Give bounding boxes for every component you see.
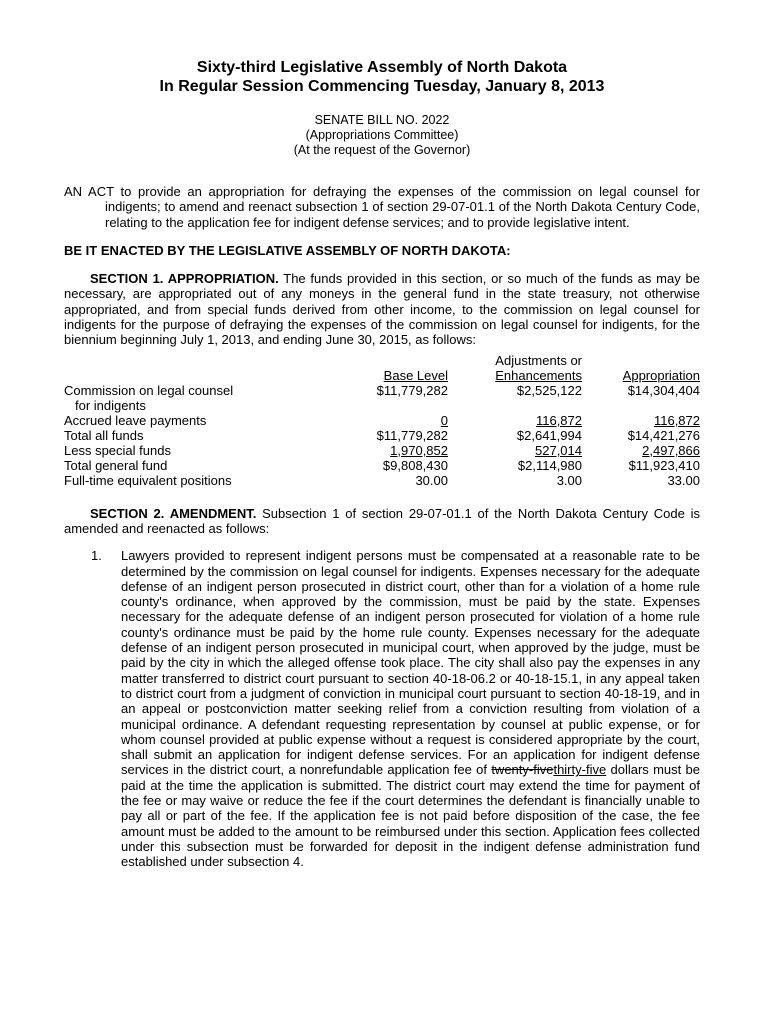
subsection-text-before: Lawyers provided to represent indigent persons must be compensated at a reasonable rate to be determined by the commission on legal counsel for indigents. Expenses necessary for the adequate defense of an indigent person prosecuted in district court, other than for a violation of a home rule county's ordinance, when approved by the commission, must be paid by the state. Expenses necessary for the adequate defense of an indigent person prosecuted for violation of a home rule county's ordinance must be paid by the home rule county. Expenses necessary for the adequate defense of an indigent person prosecuted in municipal court, when approved by the judge, must be paid by the city in which the alleged offense took place. The city shall also pay the expenses in any matter transferred to district court pursuant to section 40-18-06.2 or 40-18-15.1, in any appeal taken to district court from a judgment of conviction in municipal court pursuant to section 40-18-19, and in an appeal or postconviction matter seeking relief from a conviction resulting from violation of a municipal ordinance. A defendant requesting representation by counsel at public expense, or for whom counsel provided at public expense without a request is considered appropriate by the court, shall submit an application for indigent defense services. For an application for indigent defense services in the district court, a nonrefundable application fee of — [121, 548, 700, 778]
bill-committee: (Appropriations Committee) — [305, 128, 459, 142]
row-label: Accrued leave payments — [64, 412, 207, 428]
act-title: AN ACT to provide an appropriation for defraying the expenses of the commission on legal counsel for indigents; to amend and reenact subsection 1 of section 29-07-01.1 of the North Dakota Century Code, relating to the application fee for indigent defense services; and to provide legislative intent. — [64, 184, 700, 230]
cell-appropriation: $14,421,276 — [627, 427, 700, 443]
table-row — [64, 443, 700, 458]
cell-base: $9,808,430 — [382, 457, 448, 473]
table-row — [64, 398, 700, 413]
col-header-base-level: Base Level — [383, 367, 448, 383]
cell-base: $11,779,282 — [376, 427, 448, 443]
col-header-appropriation: Appropriation — [622, 367, 700, 383]
cell-adjustment: 116,872 — [535, 412, 582, 428]
cell-base: 1,970,852 — [390, 442, 448, 458]
cell-adjustment: $2,114,980 — [517, 457, 582, 473]
subsection-1 — [64, 548, 700, 869]
cell-adjustment: 527,014 — [535, 442, 582, 458]
bill-request: (At the request of the Governor) — [293, 143, 471, 157]
row-label: Total general fund — [64, 457, 168, 473]
cell-appropriation: $11,923,410 — [628, 457, 700, 473]
cell-adjustment: $2,641,994 — [516, 427, 582, 443]
cell-appropriation: 2,497,866 — [642, 442, 700, 458]
row-label: Full-time equivalent positions — [64, 472, 232, 488]
subsection-number: 1. — [91, 548, 102, 564]
table-row — [64, 458, 700, 473]
subsection-text-after: dollars must be paid at the time the application is submitted. The district court may extend the time for payment of the fee or may waive or reduce the fee if the court determines the defendant is financially unable to pay all or part of the fee. If the application fee is not paid before disposition of the case, the fee amount must be added to the amount to be reimbursed under this section. Application fees collected under this subsection must be forwarded for deposit in the indigent defense administration fund established under subsection 4. — [121, 762, 700, 870]
table-row — [64, 428, 700, 443]
cell-appropriation: $14,304,404 — [627, 382, 700, 398]
section-2 — [64, 506, 700, 537]
cell-base: 0 — [440, 412, 448, 428]
section-1-text: The funds provided in this section, or so much of the funds as may be necessary, are appropriated out of any moneys in the general fund in the state treasury, not otherwise appropriated, and from special funds derived from other income, to the commission on legal counsel for indigents for the purpose of defraying the expenses of the commission on legal counsel for indigents, for the biennium beginning July 1, 2013, and ending June 30, 2015, as follows: — [64, 271, 700, 348]
section-1 — [64, 271, 700, 347]
cell-base: 30.00 — [415, 472, 448, 488]
enacting-clause: BE IT ENACTED BY THE LEGISLATIVE ASSEMBLY OF NORTH DAKOTA: — [64, 242, 511, 258]
table-row — [64, 383, 700, 398]
cell-appropriation: 33.00 — [667, 472, 700, 488]
title-line-2: In Regular Session Commencing Tuesday, January 8, 2013 — [159, 78, 605, 95]
table-row — [64, 413, 700, 428]
appropriation-table — [64, 353, 700, 493]
cell-adjustment: 3.00 — [556, 472, 582, 488]
title-line-1: Sixty-third Legislative Assembly of North Dakota — [196, 59, 568, 76]
section-2-text: Subsection 1 of section 29-07-01.1 of the North Dakota Century Code is amended and reenacted as follows: — [64, 505, 700, 536]
bill-number: SENATE BILL NO. 2022 — [314, 113, 450, 127]
table-header-row-2 — [64, 368, 700, 383]
row-label: Less special funds — [64, 442, 171, 458]
subsection-text — [121, 548, 700, 869]
cell-appropriation: 116,872 — [653, 412, 700, 428]
row-label: Commission on legal counsel — [64, 382, 234, 398]
document-page — [64, 58, 700, 870]
cell-adjustment: $2,525,122 — [516, 382, 582, 398]
col-header-adjustments-1: Adjustments or — [495, 352, 582, 368]
section-1-heading: SECTION 1. APPROPRIATION. — [90, 271, 279, 287]
bill-header — [64, 113, 700, 158]
table-row — [64, 473, 700, 488]
row-label: for indigents — [75, 397, 146, 413]
struck-text: twenty-five — [491, 762, 554, 778]
page-title — [64, 58, 700, 96]
cell-base: $11,779,282 — [376, 382, 448, 398]
col-header-adjustments-2: Enhancements — [495, 367, 582, 383]
section-2-heading: SECTION 2. AMENDMENT. — [90, 505, 257, 521]
row-label: Total all funds — [64, 427, 144, 443]
inserted-text: thirty-five — [553, 762, 607, 778]
table-header-row-1 — [64, 353, 700, 368]
